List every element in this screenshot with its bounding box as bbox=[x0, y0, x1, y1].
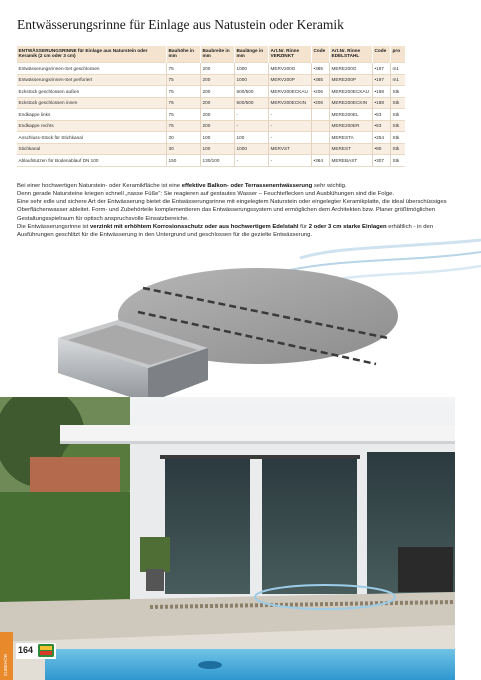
cell-length: - bbox=[235, 155, 269, 167]
description-paragraph-3: Eine sehr edle und sichere Art der Entwässerung bietet die Entwässerungsrinne mit eingelegtem Naturstein oder eingelegter Keramikplatte, die ideal überschüssiges Oberflächenwasser ableitet. Form- und Zubehörteile komplementieren das Entwässerungssystem und ermöglichen dem Architekten bzw. Planer größtmöglichen Gestaltungsspielraum für optisch anspruchsvolle Einsatzbereiche. bbox=[17, 199, 447, 222]
section-side-tab bbox=[0, 632, 13, 680]
cell-code-galvanized: •384 bbox=[312, 155, 330, 167]
cell-code-galvanized bbox=[312, 143, 330, 155]
cell-width: 200 bbox=[201, 109, 235, 121]
cell-height: 75 bbox=[167, 74, 201, 86]
cell-art-stainless: MEREBAST bbox=[330, 155, 373, 167]
cell-art-galvanized: - bbox=[269, 132, 312, 144]
cell-art-galvanized: MERV200ECKAU bbox=[269, 86, 312, 98]
cell-unit: Stk bbox=[391, 97, 406, 109]
cell-height: 30 bbox=[167, 143, 201, 155]
cell-code-galvanized: •206 bbox=[312, 86, 330, 98]
cell-length: - bbox=[235, 120, 269, 132]
brand-logo-icon bbox=[38, 644, 54, 657]
cell-art-galvanized: MERV200ECKIN bbox=[269, 97, 312, 109]
cell-unit: m1 bbox=[391, 74, 406, 86]
cell-width: 200 bbox=[201, 74, 235, 86]
col-header-height: Bauhöhe in mm bbox=[167, 46, 201, 63]
cell-code-stainless: •254 bbox=[373, 132, 391, 144]
cell-length: 500/500 bbox=[235, 97, 269, 109]
cell-code-galvanized: •206 bbox=[312, 97, 330, 109]
cell-code-stainless: •53 bbox=[373, 120, 391, 132]
cell-art-galvanized: - bbox=[269, 120, 312, 132]
drainage-channel-photo bbox=[58, 268, 411, 418]
cell-code-stainless: •197 bbox=[373, 63, 391, 75]
cell-art-galvanized: - bbox=[269, 109, 312, 121]
cell-width: 100 bbox=[201, 132, 235, 144]
cell-length: 1000 bbox=[235, 63, 269, 75]
cell-code-galvanized bbox=[312, 120, 330, 132]
cell-unit: Stk bbox=[391, 109, 406, 121]
cell-product: Entwässerungsrinnen-Set geschlossen bbox=[17, 63, 167, 75]
cell-height: 75 bbox=[167, 86, 201, 98]
cell-width: 200 bbox=[201, 97, 235, 109]
cell-art-stainless: MERE200EL bbox=[330, 109, 373, 121]
cell-width: 200 bbox=[201, 120, 235, 132]
cell-unit: Stk bbox=[391, 120, 406, 132]
cell-code-galvanized bbox=[312, 132, 330, 144]
cell-width: 130/100 bbox=[201, 155, 235, 167]
cell-art-galvanized: - bbox=[269, 155, 312, 167]
cell-height: 30 bbox=[167, 132, 201, 144]
col-header-art-galvanized: Art.Nr. Rinne VERZINKT bbox=[269, 46, 312, 63]
cell-product: Eckstück geschlossen außen bbox=[17, 86, 167, 98]
cell-art-galvanized: MERV200P bbox=[269, 74, 312, 86]
cell-unit: Stk bbox=[391, 86, 406, 98]
cell-art-stainless: MERE200G bbox=[330, 63, 373, 75]
cell-art-galvanized: MERVST bbox=[269, 143, 312, 155]
cell-length: - bbox=[235, 109, 269, 121]
cell-length: 1000 bbox=[235, 143, 269, 155]
cell-width: 100 bbox=[201, 143, 235, 155]
cell-code-stainless: •188 bbox=[373, 97, 391, 109]
col-header-code-stainless: Code bbox=[373, 46, 391, 63]
table-row bbox=[17, 120, 405, 132]
table-row bbox=[17, 143, 405, 155]
table-header-row bbox=[17, 46, 405, 63]
description-paragraph-4: Die Entwässerungsrinne ist verzinkt mit erhöhtem Korrosionsschutz oder aus hochwertigem Edelstahl für 2 oder 3 cm starke Einlagen erhältlich - in den Ausführungen geschlitzt für die Entwässerung in den Untergrund und geschlossen für die gezielte Entwässerung. bbox=[17, 223, 434, 238]
cell-code-galvanized bbox=[312, 109, 330, 121]
section-side-label: ZUBEHÖR bbox=[3, 653, 8, 676]
cell-width: 200 bbox=[201, 63, 235, 75]
cell-unit: Stk bbox=[391, 143, 406, 155]
table-row bbox=[17, 86, 405, 98]
cell-code-galvanized: •385 bbox=[312, 63, 330, 75]
description-paragraph-2: Denn gerade Natursteine kriegen schnell „nasse Füße“: Sie reagieren auf gestautes Wasser – Feuchteflecken und Ausblühungen sind die Folge. bbox=[17, 191, 395, 198]
cell-product: Stichkanal bbox=[17, 143, 167, 155]
terrace-installation-photo bbox=[0, 397, 455, 680]
col-header-product: ENTWÄSSERUNGSRINNE für Einlage aus Naturstein oder Keramik (2 cm oder 3 cm) bbox=[17, 46, 167, 63]
page-title: Entwässerungsrinne für Einlage aus Natustein oder Keramik bbox=[17, 17, 344, 32]
description-paragraph-1: Bei einer hochwertigen Naturstein- oder Keramikfläche ist eine effektive Balkon- oder Terrassenentwässerung sehr wichtig. bbox=[17, 183, 347, 189]
cell-art-stainless: MERE200P bbox=[330, 74, 373, 86]
cell-art-galvanized: MERV200G bbox=[269, 63, 312, 75]
cell-code-stainless: •307 bbox=[373, 155, 391, 167]
cell-height: 75 bbox=[167, 120, 201, 132]
cell-code-galvanized: •385 bbox=[312, 74, 330, 86]
col-header-code-galvanized: Code bbox=[312, 46, 330, 63]
cell-product: Ablaufstutzen für Bodenablauf DN 100 bbox=[17, 155, 167, 167]
cell-length: 100 bbox=[235, 132, 269, 144]
cell-art-stainless: MEREST bbox=[330, 143, 373, 155]
page-footer-badge bbox=[16, 643, 56, 659]
table-row bbox=[17, 155, 405, 167]
cell-height: 75 bbox=[167, 97, 201, 109]
cell-height: 75 bbox=[167, 109, 201, 121]
table-row bbox=[17, 132, 405, 144]
col-header-unit: pro bbox=[391, 46, 406, 63]
cell-product: Endkappe rechts bbox=[17, 120, 167, 132]
cell-height: 75 bbox=[167, 63, 201, 75]
cell-code-stainless: •53 bbox=[373, 109, 391, 121]
col-header-width: Baubreite in mm bbox=[201, 46, 235, 63]
cell-width: 200 bbox=[201, 86, 235, 98]
cell-unit: m1 bbox=[391, 63, 406, 75]
cell-height: 150 bbox=[167, 155, 201, 167]
cell-unit: Stk bbox=[391, 155, 406, 167]
table-row bbox=[17, 109, 405, 121]
cell-unit: Stk bbox=[391, 132, 406, 144]
cell-code-stainless: •80 bbox=[373, 143, 391, 155]
page-number: 164 bbox=[18, 645, 34, 655]
table-row bbox=[17, 74, 405, 86]
table-row bbox=[17, 63, 405, 75]
cell-code-stainless: •188 bbox=[373, 86, 391, 98]
cell-product: Anschluss-Stück für Stichkanal bbox=[17, 132, 167, 144]
cell-code-stainless: •197 bbox=[373, 74, 391, 86]
cell-art-stainless: MERESTA bbox=[330, 132, 373, 144]
cell-product: Endkappe links bbox=[17, 109, 167, 121]
cell-length: 1000 bbox=[235, 74, 269, 86]
cell-art-stainless: MERE200ECKIN bbox=[330, 97, 373, 109]
cell-product: Eckstück geschlossen innen bbox=[17, 97, 167, 109]
drainage-spec-table bbox=[17, 46, 405, 167]
cell-length: 500/500 bbox=[235, 86, 269, 98]
col-header-length: Baulänge in mm bbox=[235, 46, 269, 63]
cell-product: Entwässerungsrinnen-Set perforiert bbox=[17, 74, 167, 86]
col-header-art-stainless: Art.Nr. Rinne EDELSTAHL bbox=[330, 46, 373, 63]
table-row bbox=[17, 97, 405, 109]
cell-art-stainless: MERE200ECKAU bbox=[330, 86, 373, 98]
cell-art-stainless: MERE200ER bbox=[330, 120, 373, 132]
product-description bbox=[17, 182, 465, 239]
